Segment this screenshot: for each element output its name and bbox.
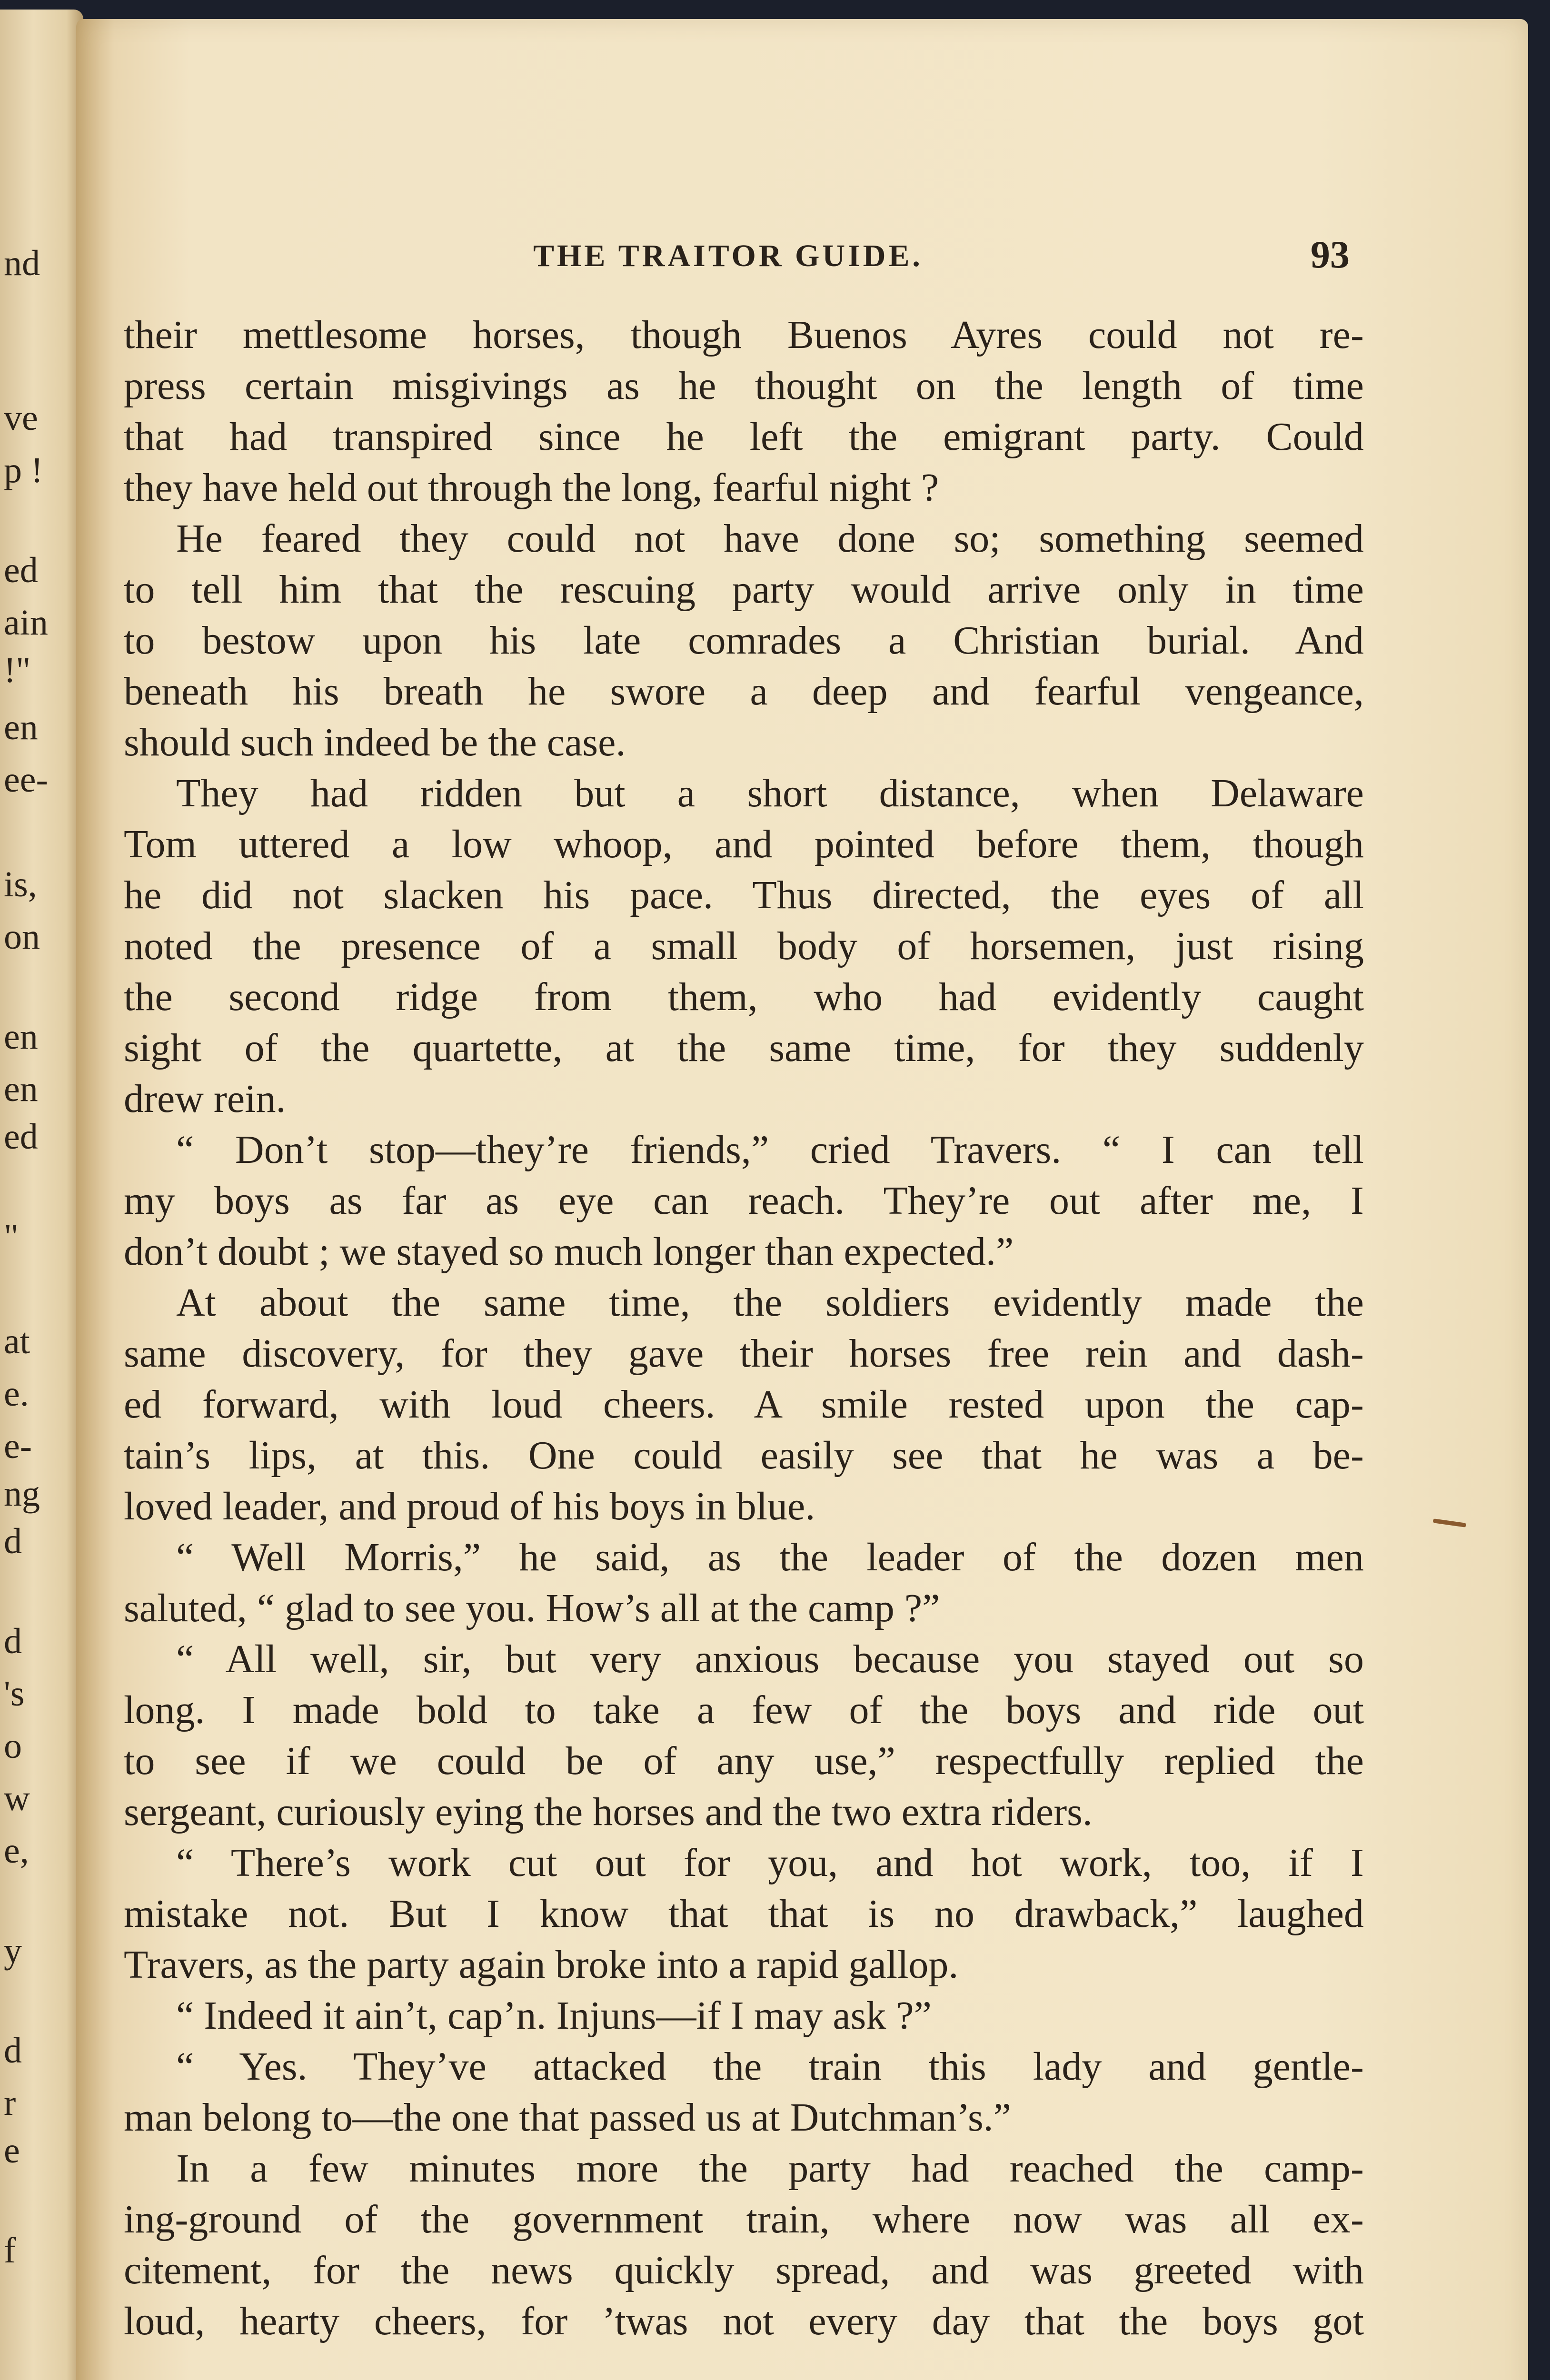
text-line: ing-ground of the government train, where now was all ex-	[124, 2197, 1364, 2241]
text-line: that had transpired since he left the emigrant party. Could	[124, 415, 1364, 459]
book-page	[76, 19, 1528, 2380]
text-line: He feared they could not have done so; something seemed	[176, 516, 1364, 561]
margin-fragment: 's	[4, 1674, 25, 1714]
text-line: beneath his breath he swore a deep and fearful vengeance,	[124, 669, 1364, 714]
text-line: man belong to—the one that passed us at Dutchman’s.”	[124, 2095, 1011, 2140]
margin-fragment: d	[4, 1621, 22, 1661]
text-line: mistake not. But I know that that is no drawback,” laughed	[124, 1892, 1364, 1936]
margin-fragment: ain	[4, 603, 48, 643]
text-line: sergeant, curiously eying the horses and the two extra riders.	[124, 1790, 1093, 1834]
margin-fragment: ng	[4, 1474, 40, 1514]
margin-fragment: e,	[4, 1831, 29, 1871]
text-line: “ Don’t stop—they’re friends,” cried Travers. “ I can tell	[176, 1128, 1364, 1172]
page-number: 93	[1311, 233, 1350, 276]
text-line: my boys as far as eye can reach. They’re out after me, I	[124, 1179, 1364, 1223]
margin-fragment: r	[4, 2083, 16, 2123]
text-line: press certain misgivings as he thought on the length of time	[124, 364, 1364, 408]
text-line: the second ridge from them, who had evidently caught	[124, 975, 1364, 1019]
margin-fragment: y	[4, 1931, 22, 1971]
margin-fragment: "	[4, 1217, 19, 1257]
margin-fragment: o	[4, 1726, 22, 1766]
text-line: “ Indeed it ain’t, cap’n. Injuns—if I may ask ?”	[176, 1993, 932, 2038]
margin-fragment: en	[4, 1017, 38, 1057]
text-line: to bestow upon his late comrades a Christian burial. And	[124, 618, 1364, 663]
margin-fragment: p !	[4, 450, 43, 490]
text-line: don’t doubt ; we stayed so much longer than expected.”	[124, 1230, 1014, 1274]
text-line: Travers, as the party again broke into a rapid gallop.	[124, 1943, 959, 1987]
text-line: they have held out through the long, fearful night ?	[124, 466, 939, 510]
text-line: tain’s lips, at this. One could easily see that he was a be-	[124, 1433, 1364, 1478]
margin-fragment: nd	[4, 243, 40, 283]
running-head	[76, 228, 1528, 286]
text-line: drew rein.	[124, 1077, 286, 1121]
text-line: should such indeed be the case.	[124, 720, 626, 764]
margin-fragment: ed	[4, 1117, 38, 1157]
margin-fragment: en	[4, 707, 38, 747]
text-line: citement, for the news quickly spread, and was greeted with	[124, 2248, 1364, 2292]
body-text	[124, 309, 1364, 2347]
text-line: same discovery, for they gave their horses free rein and dash-	[124, 1331, 1364, 1376]
text-line: “ There’s work cut out for you, and hot work, too, if I	[176, 1841, 1364, 1885]
margin-fragment: at	[4, 1321, 30, 1361]
facing-page-edge	[0, 10, 83, 2380]
margin-fragment: ve	[4, 398, 38, 438]
text-line: At about the same time, the soldiers evidently made the	[176, 1280, 1364, 1325]
text-line: In a few minutes more the party had reached the camp-	[176, 2146, 1364, 2191]
text-line: noted the presence of a small body of horsemen, just rising	[124, 924, 1364, 968]
text-line: to see if we could be of any use,” respectfully replied the	[124, 1739, 1364, 1783]
text-line: saluted, “ glad to see you. How’s all at the camp ?”	[124, 1586, 940, 1630]
margin-fragment: en	[4, 1069, 38, 1109]
text-line: “ Well Morris,” he said, as the leader of the dozen men	[176, 1535, 1364, 1579]
text-line: loud, hearty cheers, for ’twas not every day that the boys got	[124, 2299, 1364, 2343]
margin-fragment: d	[4, 1521, 22, 1561]
margin-fragment: e.	[4, 1374, 29, 1414]
margin-fragment: e-	[4, 1426, 32, 1466]
margin-fragment: w	[4, 1778, 30, 1818]
margin-fragment: e	[4, 2131, 20, 2171]
text-line: he did not slacken his pace. Thus directed, the eyes of all	[124, 873, 1364, 917]
text-line: loved leader, and proud of his boys in blue.	[124, 1484, 815, 1528]
margin-fragment: d	[4, 2031, 22, 2071]
text-line: their mettlesome horses, though Buenos Ayres could not re-	[124, 313, 1364, 357]
margin-fragment: is,	[4, 864, 37, 904]
text-line: “ All well, sir, but very anxious because you stayed out so	[176, 1637, 1364, 1681]
text-line: ed forward, with loud cheers. A smile rested upon the cap-	[124, 1382, 1364, 1427]
text-line: “ Yes. They’ve attacked the train this lady and gentle-	[176, 2044, 1364, 2089]
margin-fragment: f	[4, 2231, 16, 2271]
text-line: They had ridden but a short distance, when Delaware	[176, 771, 1364, 815]
margin-fragment: on	[4, 917, 40, 957]
text-line: Tom uttered a low whoop, and pointed before them, though	[124, 822, 1364, 866]
margin-fragment: !"	[4, 650, 31, 690]
margin-fragment: ee-	[4, 760, 48, 800]
margin-fragment: ed	[4, 550, 38, 590]
text-line: long. I made bold to take a few of the boys and ride out	[124, 1688, 1364, 1732]
text-line: to tell him that the rescuing party would arrive only in time	[124, 567, 1364, 612]
text-line: sight of the quartette, at the same time, for they suddenly	[124, 1026, 1364, 1070]
running-head-title: THE TRAITOR GUIDE.	[533, 238, 923, 273]
